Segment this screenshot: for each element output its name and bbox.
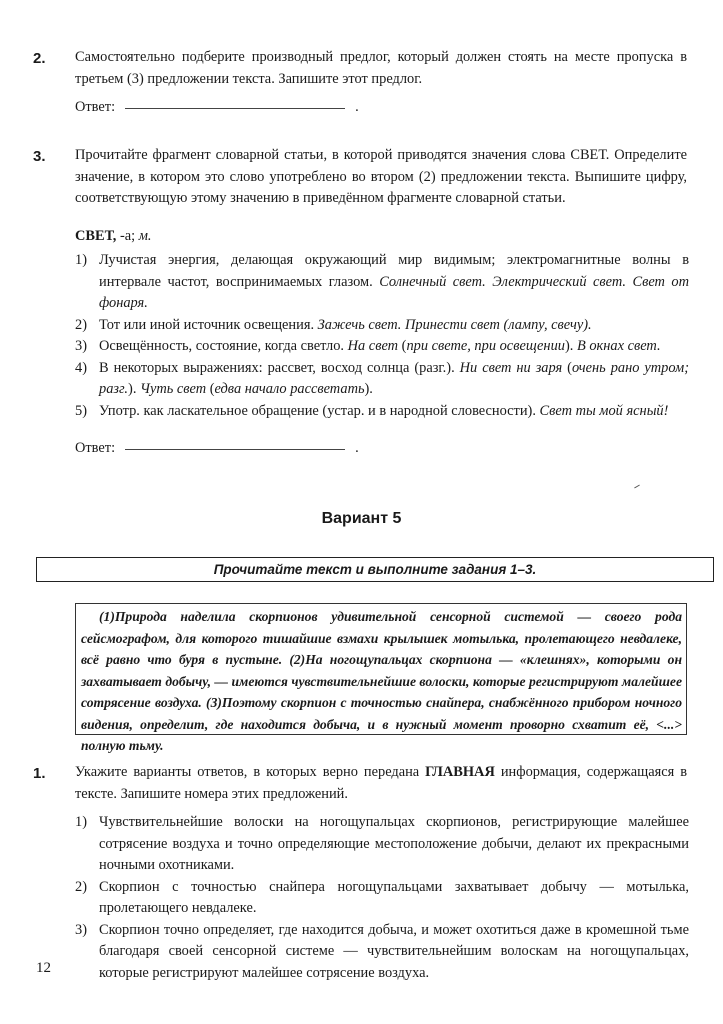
meaning-4: 4) В некоторых выражениях: рассвет, восход солнца (разг.). Ни свет ни заря (очень рано утром; разг.). Чуть свет (едва начало рассветать). <box>75 359 689 397</box>
answer-period: . <box>355 99 359 115</box>
meaning-3: 3) Освещённость, состояние, когда светло. На свет (при свете, при освещении). В окнах свет. <box>75 338 661 354</box>
answer-label: Ответ: <box>75 99 116 115</box>
option-2: 2) Скорпион с точностью снайпера ногощупальцами захватывает добычу — мотылька, пролетающего невдалеке. <box>75 878 689 916</box>
answer-field[interactable] <box>125 448 345 450</box>
reading-text: (1)Природа наделила скорпионов удивительной сенсорной системой — своего рода сейсмографом, для которого тишайшие взмахи крылышек мотылька, пролетающего невдалеке, всё равно что буря в пустыне. (2)На ногощупальцах скорпиона — «клешнях», которыми он захватывает добычу, — имеются чувствительнейшие волоски, которые регистрируют малейшее сотрясение воздуха. (3)Поэтому скорпион с точностью снайпера, снабжённого прибором ночного видения, определит, где находится добыча, и в нужный момент проворно схватит её, <...> полную тьму. <box>81 609 682 753</box>
instruction-box: Прочитайте текст и выполните задания 1–3. <box>36 557 714 582</box>
task-3-text: Прочитайте фрагмент словарной статьи, в которой приводятся значения слова СВЕТ. Определите значение, в котором это слово употреблено во втором (2) предложении текста. Выпишите цифру, соответствующую этому значению в приведённом фрагменте словарной статьи. <box>75 147 687 206</box>
task-1-options <box>75 812 689 984</box>
headword-gender: м. <box>138 228 152 244</box>
task-2-text: Самостоятельно подберите производный предлог, который должен стоять на месте пропуска в третьем (3) предложении текста. Запишите этот предлог. <box>75 49 687 87</box>
dictionary-meanings <box>75 250 689 422</box>
answer-period: . <box>355 440 359 456</box>
task-1-number: 1. <box>33 765 46 782</box>
reading-text-box <box>75 603 687 753</box>
answer-label: Ответ: <box>75 440 116 456</box>
task-2-answer <box>75 99 359 116</box>
meaning-5: 5) Употр. как ласкательное обращение (устар. и в народной словесности). Свет ты мой ясный! <box>75 402 669 419</box>
option-3: 3) Скорпион точно определяет, где находится добыча, и может охотиться даже в кромешной тьме благодаря своей сенсорной системе — чувствительнейшим волоскам на ногощупальцах, которые регистрируют малейшее сотрясение воздуха. <box>75 921 689 981</box>
task-1-text: Укажите варианты ответов, в которых верно передана ГЛАВНАЯ информация, содержащаяся в тексте. Запишите номера этих предложений. <box>75 764 688 802</box>
headword: СВЕТ, <box>75 228 117 244</box>
emphasis-main: ГЛАВНАЯ <box>425 764 495 780</box>
task-3-number: 3. <box>33 148 46 165</box>
option-1: 1) Чувствительнейшие волоски на ногощупальцах скорпионов, регистрирующие малейшее сотрясение воздуха и точно определяющие местоположение добычи, делают их прекрасными ночными охотниками. <box>75 814 689 873</box>
task-2-number: 2. <box>33 50 46 67</box>
dictionary-headword <box>75 228 152 245</box>
page-number: 12 <box>36 960 51 976</box>
meaning-1: 1) Лучистая энергия, делающая окружающий мир видимым; электромагнитные волны в интервале частот, воспринимаемых глазом. Солнечный свет. Электрический свет. Свет от фонаря. <box>75 252 689 311</box>
task-3-answer <box>75 440 359 457</box>
answer-field[interactable] <box>125 107 345 109</box>
scan-mark <box>634 485 640 489</box>
variant-title: Вариант 5 <box>321 510 402 527</box>
headword-forms: -а; <box>116 228 139 244</box>
meaning-2: 2) Тот или иной источник освещения. Зажечь свет. Принести свет (лампу, свечу). <box>75 316 592 333</box>
